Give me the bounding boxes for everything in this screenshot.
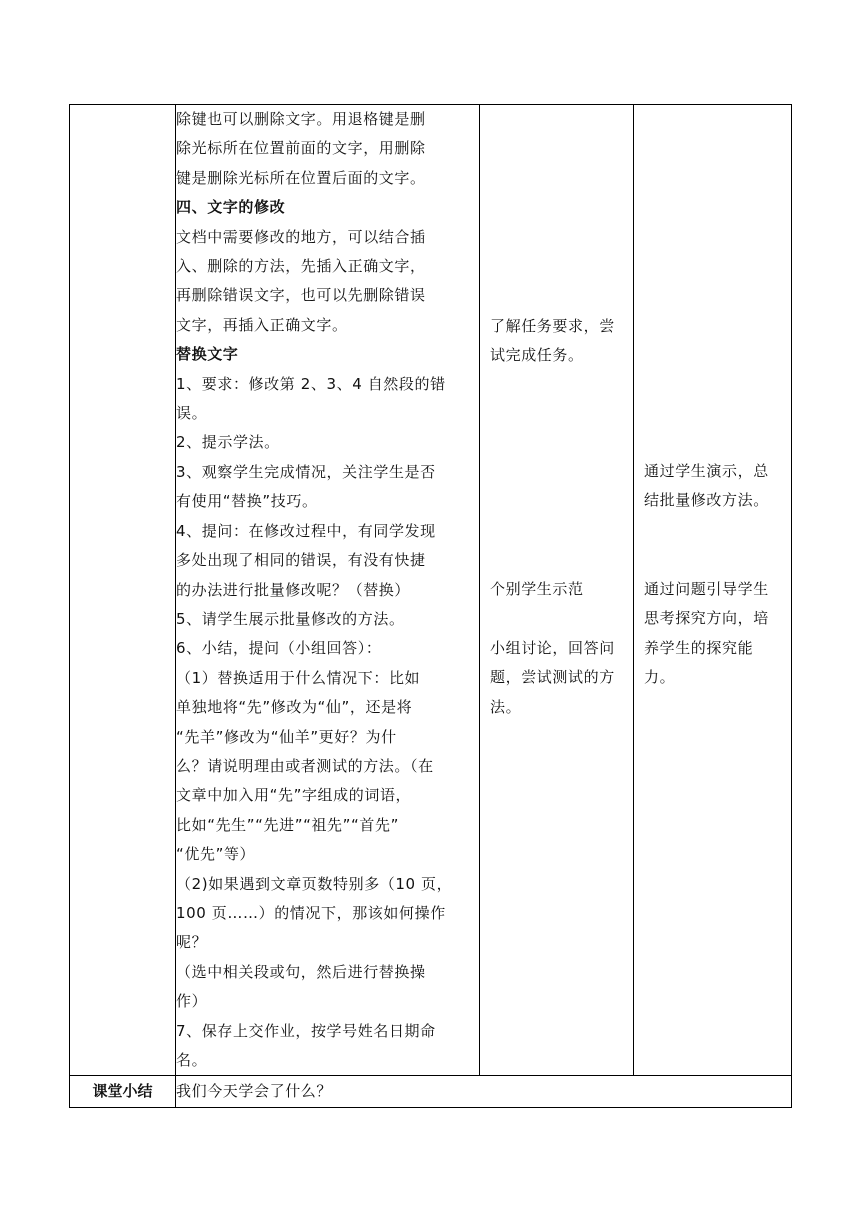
section-label-cell xyxy=(70,105,176,1076)
student-line: 小组讨论，回答问 xyxy=(490,639,615,657)
student-line: 了解任务要求，尝 xyxy=(490,317,615,335)
content-line: 4、提问：在修改过程中，有同学发现 xyxy=(176,521,436,540)
content-line: 文字，再插入正确文字。 xyxy=(176,315,348,334)
content-line: 比如“先生”“先进”“祖先”“首先” xyxy=(176,815,399,834)
content-line: “优先”等） xyxy=(176,845,256,864)
content-line: （1）替换适用于什么情况下：比如 xyxy=(176,668,421,687)
design-intent-block-2 xyxy=(644,575,769,693)
section-heading: 替换文字 xyxy=(176,345,239,364)
content-line: 多处出现了相同的错误，有没有快捷 xyxy=(176,551,426,570)
content-line: 3、观察学生完成情况，关注学生是否 xyxy=(176,462,436,481)
content-line: （选中相关段或句，然后进行替换操 xyxy=(176,962,426,981)
intent-line: 通过学生演示，总 xyxy=(644,462,769,480)
content-line: 6、小结，提问（小组回答）： xyxy=(176,639,382,658)
content-line: （2)如果遇到文章页数特别多（10 页， xyxy=(176,874,453,893)
content-line: 误。 xyxy=(176,404,208,423)
content-line: 入、删除的方法，先插入正确文字， xyxy=(176,257,426,276)
intent-line: 养学生的探究能 xyxy=(644,638,754,657)
student-activity-block-1 xyxy=(490,312,615,371)
section-heading: 四、文字的修改 xyxy=(176,198,286,217)
content-line: 除键也可以删除文字。用退格键是删 xyxy=(176,110,426,128)
teacher-activity-text xyxy=(176,105,479,1075)
content-line: 文档中需要修改的地方，可以结合插 xyxy=(176,227,426,246)
content-line: 名。 xyxy=(176,1051,208,1069)
content-line: 键是删除光标所在位置后面的文字。 xyxy=(176,168,426,187)
content-line: 单独地将“先”修改为“仙”，还是将 xyxy=(176,698,413,717)
content-line: 100 页……）的情况下，那该如何操作 xyxy=(176,903,446,922)
student-line: 法。 xyxy=(490,697,522,716)
design-intent-block-1 xyxy=(644,457,769,516)
content-line: 再删除错误文字，也可以先删除错误 xyxy=(176,286,426,305)
summary-row xyxy=(70,1076,792,1108)
lesson-plan-table xyxy=(69,104,792,1108)
summary-text: 我们今天学会了什么？ xyxy=(176,1076,792,1108)
content-line: 的办法进行批量修改呢？（替换） xyxy=(176,580,411,599)
intent-line: 通过问题引导学生 xyxy=(644,580,769,598)
intent-line: 力。 xyxy=(644,668,676,687)
student-line: 题，尝试测试的方 xyxy=(490,668,615,687)
content-line: 呢？ xyxy=(176,933,208,952)
content-line: 除光标所在位置前面的文字，用删除 xyxy=(176,139,426,158)
content-line: 2、提示学法。 xyxy=(176,433,280,452)
content-line: “先羊”修改为“仙羊”更好？为什 xyxy=(176,727,397,746)
content-line: 文章中加入用“先”字组成的词语， xyxy=(176,786,412,805)
student-line: 个别学生示范 xyxy=(490,580,584,598)
content-line: 作） xyxy=(176,992,208,1011)
content-line: 有使用“替换”技巧。 xyxy=(176,492,318,511)
content-line: 么？请说明理由或者测试的方法。（在 xyxy=(176,756,434,775)
content-line: 7、保存上交作业，按学号姓名日期命 xyxy=(176,1021,436,1040)
student-activity-block-3 xyxy=(490,634,615,722)
design-intent-cell xyxy=(634,105,792,1076)
summary-label: 课堂小结 xyxy=(70,1076,176,1108)
intent-line: 思考探究方向，培 xyxy=(644,609,769,628)
teaching-process-row xyxy=(70,105,792,1076)
student-line: 试完成任务。 xyxy=(490,346,584,365)
student-activity-cell xyxy=(480,105,634,1076)
student-activity-block-2 xyxy=(490,575,584,604)
content-line: 5、请学生展示批量修改的方法。 xyxy=(176,609,405,628)
intent-line: 结批量修改方法。 xyxy=(644,491,769,510)
teacher-activity-cell xyxy=(176,105,480,1076)
content-line: 1、要求：修改第 2、3、4 自然段的错 xyxy=(176,374,446,393)
